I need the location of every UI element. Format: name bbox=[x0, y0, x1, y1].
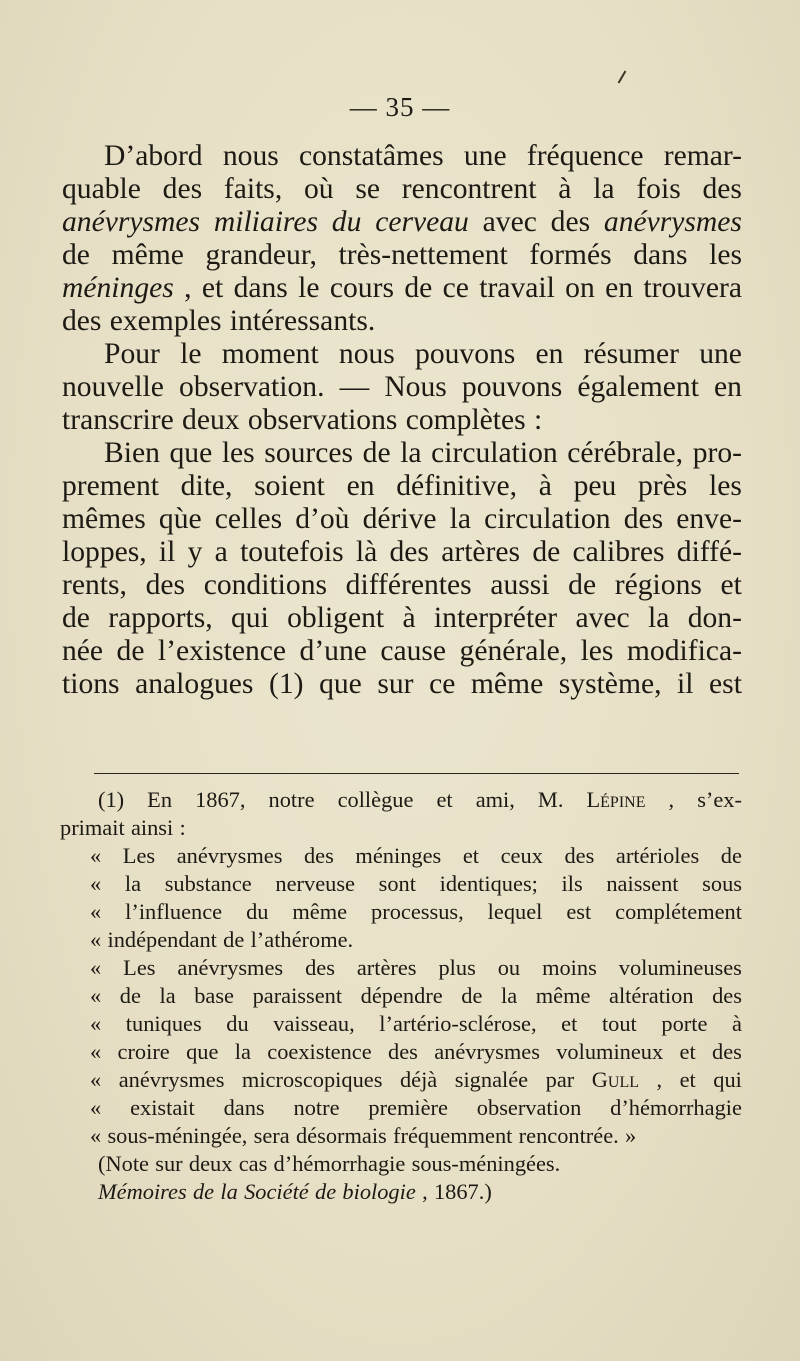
word: enve- bbox=[676, 503, 742, 535]
word: — bbox=[339, 371, 370, 403]
word: ce bbox=[442, 272, 469, 304]
word: que bbox=[186, 1039, 219, 1064]
word: est bbox=[566, 899, 592, 924]
word: des bbox=[303, 843, 334, 868]
word: on bbox=[565, 272, 595, 304]
footnote bbox=[60, 786, 742, 1206]
text-line bbox=[62, 239, 742, 272]
word: cérébrale, bbox=[567, 437, 684, 469]
word: la bbox=[648, 602, 670, 634]
word: anévrysmes bbox=[434, 1039, 540, 1064]
word: ami, bbox=[475, 787, 515, 812]
word: Les bbox=[123, 955, 156, 980]
word: déjà bbox=[399, 1067, 438, 1092]
word: fois bbox=[636, 173, 681, 205]
word: Gull bbox=[591, 1067, 639, 1092]
word: à bbox=[558, 173, 572, 205]
word: d’hémorrhagie bbox=[273, 1151, 406, 1176]
word: à bbox=[402, 602, 416, 634]
word: « bbox=[90, 1067, 102, 1092]
word: de bbox=[62, 239, 90, 271]
word: des bbox=[145, 569, 186, 601]
word: qui bbox=[713, 1067, 742, 1092]
word: en bbox=[605, 272, 634, 304]
word: de bbox=[720, 843, 742, 868]
word: des bbox=[305, 955, 335, 980]
word: diffé- bbox=[676, 536, 742, 568]
word: et bbox=[720, 569, 742, 601]
word: exemples bbox=[109, 305, 222, 337]
word: des bbox=[62, 305, 102, 337]
word: de bbox=[532, 536, 561, 568]
word: la bbox=[500, 983, 518, 1008]
word: mêmes bbox=[62, 503, 146, 535]
word: celles bbox=[214, 503, 283, 535]
word: quable bbox=[62, 173, 141, 205]
footnote-line bbox=[60, 1038, 742, 1066]
word: miliaires bbox=[213, 206, 318, 238]
word: méninges bbox=[62, 272, 174, 304]
word: base bbox=[194, 983, 234, 1008]
word: faits, bbox=[223, 173, 283, 205]
word: en bbox=[714, 371, 742, 403]
word: d’une bbox=[299, 635, 367, 667]
word: existait bbox=[130, 1095, 195, 1120]
word: « bbox=[90, 955, 102, 980]
word: rencontrée. bbox=[518, 1123, 619, 1148]
word: biologie bbox=[342, 1179, 416, 1204]
word: » bbox=[625, 1123, 637, 1148]
word: indépendant bbox=[107, 927, 217, 952]
word: « bbox=[90, 899, 102, 924]
word: moins bbox=[542, 955, 597, 980]
footnote-line bbox=[60, 1178, 742, 1206]
text-line bbox=[62, 437, 742, 470]
word: circulation bbox=[431, 437, 558, 469]
word: lequel bbox=[487, 899, 543, 924]
word: y bbox=[187, 536, 203, 568]
footnote-line bbox=[60, 786, 742, 814]
word: s’ex- bbox=[697, 787, 742, 812]
word: Mémoires bbox=[98, 1179, 187, 1204]
text-line bbox=[62, 668, 742, 701]
word: les bbox=[580, 635, 614, 667]
footnote-line bbox=[60, 954, 742, 982]
word: Bien bbox=[104, 437, 160, 469]
word: formés bbox=[529, 239, 612, 271]
word: croire bbox=[117, 1039, 170, 1064]
word: sous-méningée, bbox=[107, 1123, 248, 1148]
word: sur bbox=[155, 1151, 183, 1176]
footnote-line bbox=[60, 982, 742, 1010]
word: et bbox=[679, 1039, 696, 1064]
word: les bbox=[709, 239, 742, 271]
word: microscopiques bbox=[241, 1067, 383, 1092]
word: volumineuses bbox=[618, 955, 742, 980]
word: toutefois bbox=[240, 536, 344, 568]
word: des bbox=[712, 983, 742, 1008]
word: première bbox=[368, 1095, 448, 1120]
word: avec bbox=[482, 206, 537, 238]
text-line bbox=[62, 404, 742, 437]
word: sont bbox=[378, 871, 416, 896]
word: pouvons bbox=[415, 338, 516, 370]
word: de bbox=[568, 569, 597, 601]
footnote-line bbox=[60, 926, 742, 954]
word: à bbox=[538, 470, 552, 502]
word: don- bbox=[687, 602, 742, 634]
word: de bbox=[192, 1179, 215, 1204]
footnote-line bbox=[60, 1150, 742, 1178]
word: les bbox=[221, 437, 255, 469]
word: intéressants. bbox=[229, 305, 376, 337]
word: de bbox=[119, 983, 141, 1008]
footnote-rule bbox=[94, 773, 739, 774]
word: et bbox=[462, 843, 479, 868]
word: pouvons bbox=[461, 371, 563, 403]
word: sources bbox=[264, 437, 354, 469]
word: et bbox=[679, 1067, 696, 1092]
ink-mark bbox=[618, 70, 627, 83]
word: où bbox=[304, 173, 334, 205]
word: prement bbox=[62, 470, 159, 502]
word: D’abord bbox=[104, 140, 203, 172]
main-text bbox=[62, 140, 742, 701]
word: la bbox=[400, 437, 422, 469]
text-line bbox=[62, 602, 742, 635]
word: (1) bbox=[269, 668, 304, 700]
word: soient bbox=[254, 470, 325, 502]
word: anévrysmes bbox=[118, 1067, 225, 1092]
word: aussi bbox=[490, 569, 550, 601]
word: tions bbox=[62, 668, 120, 700]
word: dite, bbox=[180, 470, 233, 502]
footnote-line bbox=[60, 814, 742, 842]
word: née bbox=[62, 635, 104, 667]
word: , bbox=[668, 787, 675, 812]
word: sur bbox=[377, 668, 414, 700]
word: et bbox=[436, 787, 453, 812]
word: tuniques bbox=[125, 1011, 202, 1036]
word: de bbox=[461, 983, 483, 1008]
word: « bbox=[90, 843, 102, 868]
word: près bbox=[638, 470, 688, 502]
word: et bbox=[201, 272, 224, 304]
word: dépendre bbox=[360, 983, 443, 1008]
text-line bbox=[62, 272, 742, 305]
text-line bbox=[62, 371, 742, 404]
text-line bbox=[62, 470, 742, 503]
word: analogues bbox=[135, 668, 254, 700]
word: fréquemment bbox=[393, 1123, 513, 1148]
word: grandeur, bbox=[205, 239, 317, 271]
word: ainsi bbox=[130, 815, 174, 840]
word: même bbox=[292, 899, 348, 924]
word: qui bbox=[230, 602, 269, 634]
word: générale, bbox=[459, 635, 568, 667]
word: artérioles bbox=[615, 843, 700, 868]
word: loppes, bbox=[62, 536, 147, 568]
word: vaisseau, bbox=[273, 1011, 355, 1036]
word: avec bbox=[575, 602, 630, 634]
word: très-nettement bbox=[338, 239, 508, 271]
word: ceux bbox=[500, 843, 543, 868]
word: a bbox=[214, 536, 228, 568]
word: paraissent bbox=[252, 983, 343, 1008]
word: l’existence bbox=[157, 635, 287, 667]
word: différentes bbox=[345, 569, 472, 601]
word: cours bbox=[329, 272, 394, 304]
word: collègue bbox=[337, 787, 414, 812]
word: altération bbox=[609, 983, 694, 1008]
word: même bbox=[535, 983, 591, 1008]
word: Lépine bbox=[586, 787, 646, 812]
word: complétement bbox=[615, 899, 742, 924]
word: calibres bbox=[572, 536, 665, 568]
word: Pour bbox=[104, 338, 160, 370]
word: nous bbox=[338, 338, 395, 370]
word: M. bbox=[537, 787, 564, 812]
word: rents, bbox=[62, 569, 127, 601]
word: des bbox=[550, 206, 591, 238]
word: circulation bbox=[484, 503, 611, 535]
word: ils bbox=[561, 871, 583, 896]
text-line bbox=[62, 569, 742, 602]
word: de bbox=[62, 602, 90, 634]
word: sera bbox=[253, 1123, 290, 1148]
word: anévrysmes bbox=[62, 206, 201, 238]
text-line bbox=[62, 536, 742, 569]
word: cerveau bbox=[375, 206, 469, 238]
word: des bbox=[702, 173, 742, 205]
word: artères bbox=[356, 955, 417, 980]
word: , bbox=[422, 1179, 428, 1204]
word: modifica- bbox=[626, 635, 742, 667]
word: : bbox=[179, 815, 186, 840]
word: conditions bbox=[203, 569, 328, 601]
word: définitive, bbox=[396, 470, 518, 502]
word: (Note bbox=[98, 1151, 149, 1176]
word: dans bbox=[633, 239, 688, 271]
word: système, bbox=[558, 668, 662, 700]
word: sous bbox=[702, 871, 742, 896]
word: cause bbox=[380, 635, 447, 667]
footnote-line bbox=[60, 870, 742, 898]
word: « bbox=[90, 1123, 102, 1148]
word: notre bbox=[293, 1095, 340, 1120]
footnote-line bbox=[60, 1094, 742, 1122]
word: processus, bbox=[371, 899, 464, 924]
word: naissent bbox=[606, 871, 679, 896]
word: constatâmes bbox=[299, 140, 444, 172]
word: même bbox=[111, 239, 184, 271]
text-line bbox=[62, 338, 742, 371]
word: interpréter bbox=[433, 602, 558, 634]
word: se bbox=[355, 173, 381, 205]
word: 1867.) bbox=[433, 1179, 492, 1204]
word: la bbox=[234, 1039, 251, 1064]
word: deux bbox=[182, 404, 240, 436]
word: que bbox=[319, 668, 362, 700]
word: remar- bbox=[663, 140, 742, 172]
word: anévrysmes bbox=[176, 843, 283, 868]
word: substance bbox=[164, 871, 252, 896]
word: là bbox=[355, 536, 378, 568]
word: tout bbox=[601, 1011, 637, 1036]
word: la bbox=[220, 1179, 238, 1204]
word: observation bbox=[476, 1095, 582, 1120]
word: la bbox=[593, 173, 615, 205]
word: une bbox=[699, 338, 742, 370]
word: « bbox=[90, 927, 102, 952]
word: des bbox=[623, 503, 664, 535]
word: : bbox=[533, 404, 543, 436]
word: en bbox=[346, 470, 375, 502]
footnote-line bbox=[60, 1122, 742, 1150]
word: est bbox=[709, 668, 742, 700]
word: la bbox=[159, 983, 176, 1008]
footnote-line bbox=[60, 1010, 742, 1038]
word: méninges bbox=[355, 843, 442, 868]
word: il bbox=[677, 668, 694, 700]
word: Nous bbox=[384, 371, 447, 403]
word: que bbox=[169, 437, 213, 469]
word: deux bbox=[188, 1151, 233, 1176]
word: les bbox=[709, 470, 742, 502]
word: pro- bbox=[692, 437, 742, 469]
word: résumer bbox=[583, 338, 679, 370]
word: obligent bbox=[287, 602, 385, 634]
word: nouvelle bbox=[62, 371, 164, 403]
word: observations bbox=[247, 404, 398, 436]
word: ce bbox=[429, 668, 456, 700]
word: du bbox=[226, 1011, 249, 1036]
word: signalée bbox=[454, 1067, 529, 1092]
word: Les bbox=[122, 843, 156, 868]
word: il bbox=[158, 536, 176, 568]
word: plus bbox=[438, 955, 476, 980]
word: l’athérome. bbox=[250, 927, 354, 952]
word: en bbox=[535, 338, 564, 370]
word: ou bbox=[497, 955, 521, 980]
word: travail bbox=[479, 272, 555, 304]
word: des bbox=[162, 173, 203, 205]
word: identiques; bbox=[439, 871, 538, 896]
word: également bbox=[577, 371, 699, 403]
word: des bbox=[564, 843, 595, 868]
word: fréquence bbox=[526, 140, 644, 172]
word: du bbox=[331, 206, 362, 238]
word: et bbox=[561, 1011, 578, 1036]
word: de bbox=[223, 927, 245, 952]
text-line bbox=[62, 305, 742, 338]
word: « bbox=[90, 1039, 102, 1064]
word: qùe bbox=[158, 503, 202, 535]
word: la bbox=[449, 503, 471, 535]
word: à bbox=[731, 1011, 742, 1036]
word: des bbox=[388, 1039, 418, 1064]
word: anévrysmes bbox=[177, 955, 284, 980]
word: nerveuse bbox=[275, 871, 355, 896]
word: de bbox=[404, 272, 433, 304]
word: par bbox=[545, 1067, 575, 1092]
word: du bbox=[246, 899, 269, 924]
word: d’où bbox=[295, 503, 350, 535]
page-number: — 35 — bbox=[349, 92, 451, 122]
word: anévrysmes bbox=[603, 206, 742, 238]
word: « bbox=[90, 1011, 102, 1036]
word: notre bbox=[268, 787, 315, 812]
word: primait bbox=[60, 815, 125, 840]
word: de bbox=[315, 1179, 337, 1204]
text-line bbox=[62, 206, 742, 239]
word: l’influence bbox=[125, 899, 223, 924]
word: sous-méningées. bbox=[411, 1151, 561, 1176]
word: dans bbox=[223, 1095, 265, 1120]
word: complètes bbox=[405, 404, 526, 436]
word: « bbox=[90, 983, 102, 1008]
word: dans bbox=[233, 272, 288, 304]
word: trouvera bbox=[643, 272, 742, 304]
word: porte bbox=[661, 1011, 708, 1036]
word: 1867, bbox=[195, 787, 246, 812]
text-line bbox=[62, 140, 742, 173]
word: « bbox=[90, 1095, 102, 1120]
word: même bbox=[470, 668, 544, 700]
word: transcrire bbox=[62, 404, 174, 436]
word: Société bbox=[244, 1179, 309, 1204]
word: désormais bbox=[295, 1123, 387, 1148]
word: observation. bbox=[179, 371, 325, 403]
word: une bbox=[463, 140, 507, 172]
word: , bbox=[184, 272, 192, 304]
word: régions bbox=[614, 569, 702, 601]
word: , bbox=[656, 1067, 663, 1092]
word: des bbox=[712, 1039, 742, 1064]
footnote-line bbox=[60, 898, 742, 926]
word: rapports, bbox=[108, 602, 213, 634]
word: dérive bbox=[362, 503, 437, 535]
text-line bbox=[62, 635, 742, 668]
word: la bbox=[124, 871, 142, 896]
word: de bbox=[362, 437, 391, 469]
word: volumineux bbox=[556, 1039, 664, 1064]
text-line bbox=[62, 503, 742, 536]
footnote-line bbox=[60, 842, 742, 870]
word: le bbox=[180, 338, 202, 370]
word: l’artério-sclérose, bbox=[379, 1011, 537, 1036]
word: rencontrent bbox=[401, 173, 537, 205]
word: nous bbox=[222, 140, 279, 172]
word: d’hémorrhagie bbox=[610, 1095, 742, 1120]
word: cas bbox=[238, 1151, 268, 1176]
word: des bbox=[389, 536, 429, 568]
word: « bbox=[90, 871, 102, 896]
word: (1) bbox=[98, 787, 125, 812]
text-line bbox=[62, 173, 742, 206]
word: peu bbox=[573, 470, 617, 502]
word: de bbox=[116, 635, 145, 667]
word: le bbox=[298, 272, 320, 304]
word: coexistence bbox=[267, 1039, 372, 1064]
word: artères bbox=[441, 536, 521, 568]
word: En bbox=[147, 787, 173, 812]
footnote-line bbox=[60, 1066, 742, 1094]
word: moment bbox=[221, 338, 319, 370]
